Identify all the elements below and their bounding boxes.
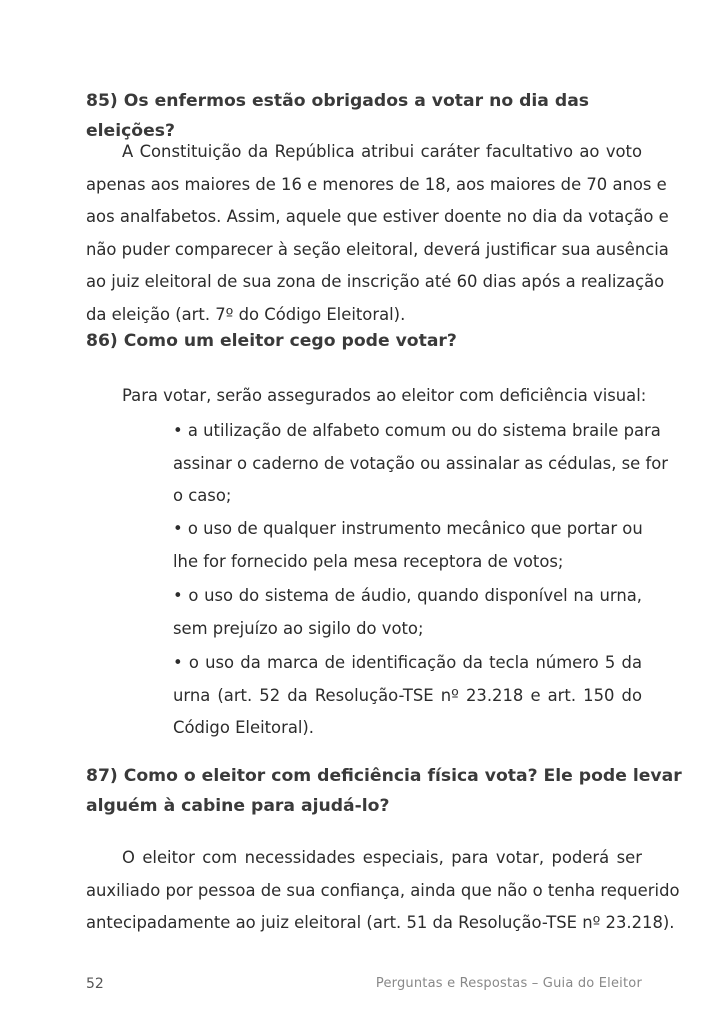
answer-86-intro-line: Para votar, serão assegurados ao eleitor com deficiência visual: (122, 386, 647, 405)
running-footer-title: Perguntas e Respostas – Guia do Eleitor (375, 976, 642, 991)
question-87-heading (86, 761, 682, 821)
bullet-line: Código Eleitoral). (173, 718, 315, 737)
question-86-heading: 86) Como um eleitor cego pode votar? (86, 331, 457, 351)
question-85-heading: 85) Os enfermos estão obrigados a votar no dia das eleições? (86, 91, 590, 141)
answer-87-line: O eleitor com necessidades especiais, para votar, poderá ser (122, 848, 642, 867)
bullet-item (173, 415, 669, 513)
answer-87-line: auxiliado por pessoa de sua confiança, ainda que não o tenha requerido (86, 880, 680, 900)
bullet-line: • o uso de qualquer instrumento mecânico que portar ou (173, 519, 643, 538)
question-87-heading-line: 87) Como o eleitor com deficiência física vota? Ele pode levar (86, 766, 682, 786)
answer-87-paragraph (86, 842, 680, 940)
bullet-item (173, 513, 642, 578)
question-87-heading-line: alguém à cabine para ajudá-lo? (86, 796, 390, 816)
answer-85-line: aos analfabetos. Assim, aquele que estiver doente no dia da votação e (86, 207, 669, 226)
answer-85-line: A Constituição da República atribui caráter facultativo ao voto (122, 142, 642, 161)
answer-85-paragraph (86, 136, 669, 331)
bullet-line: o caso; (173, 486, 232, 505)
answer-85-line: ao juiz eleitoral de sua zona de inscrição até 60 dias após a realização (86, 272, 665, 291)
page-number: 52 (86, 976, 104, 992)
answer-85-line: apenas aos maiores de 16 e menores de 18, aos maiores de 70 anos e (86, 174, 667, 194)
bullet-line: assinar o caderno de votação ou assinalar as cédulas, se for (173, 453, 669, 473)
answer-85-line: não puder comparecer à seção eleitoral, deverá justificar sua ausência (86, 239, 669, 259)
bullet-line: • o uso do sistema de áudio, quando disponível na urna, (173, 586, 642, 605)
bullet-line: • a utilização de alfabeto comum ou do sistema braile para (173, 421, 661, 440)
bullet-line: urna (art. 52 da Resolução-TSE nº 23.218 e art. 150 do (173, 685, 642, 705)
answer-86-intro (86, 380, 647, 413)
bullet-line: • o uso da marca de identificação da tecla número 5 da (173, 653, 642, 672)
bullet-item (173, 647, 642, 745)
bullet-line: lhe for fornecido pela mesa receptora de votos; (173, 551, 564, 571)
answer-87-line: antecipadamente ao juiz eleitoral (art. 51 da Resolução-TSE nº 23.218). (86, 913, 675, 932)
answer-85-line: da eleição (art. 7º do Código Eleitoral). (86, 304, 406, 324)
bullet-item (173, 580, 642, 645)
bullet-line: sem prejuízo ao sigilo do voto; (173, 618, 424, 638)
